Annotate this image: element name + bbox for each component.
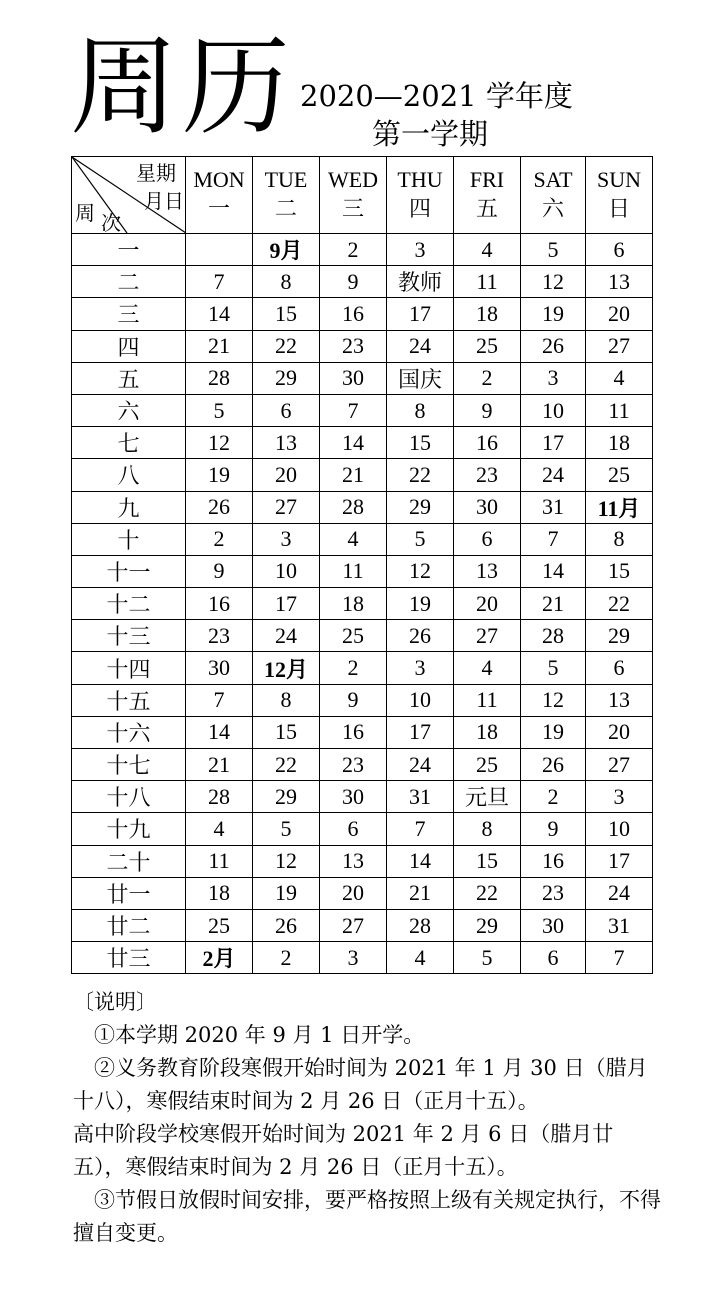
date-cell: 2 bbox=[253, 942, 320, 974]
date-cell: 7 bbox=[186, 684, 253, 716]
date-cell: 21 bbox=[387, 877, 454, 909]
date-cell: 18 bbox=[454, 298, 521, 330]
date-cell: 19 bbox=[186, 459, 253, 491]
notes-section bbox=[73, 986, 663, 1250]
week-row bbox=[72, 588, 653, 620]
date-cell: 6 bbox=[253, 394, 320, 426]
week-row bbox=[72, 652, 653, 684]
date-cell: 26 bbox=[253, 909, 320, 941]
date-cell: 21 bbox=[186, 749, 253, 781]
note-item-1: ①本学期 2020 年 9 月 1 日开学。 bbox=[94, 1023, 425, 1047]
week-row bbox=[72, 813, 653, 845]
date-cell: 30 bbox=[320, 362, 387, 394]
week-row bbox=[72, 523, 653, 555]
date-cell: 15 bbox=[586, 555, 653, 587]
date-cell: 10 bbox=[387, 684, 454, 716]
date-cell: 11 bbox=[320, 555, 387, 587]
date-cell: 27 bbox=[586, 330, 653, 362]
week-row bbox=[72, 684, 653, 716]
date-cell: 6 bbox=[454, 523, 521, 555]
date-cell: 29 bbox=[387, 491, 454, 523]
week-number-cell: 九 bbox=[72, 491, 186, 523]
week-row bbox=[72, 942, 653, 974]
date-cell: 4 bbox=[454, 234, 521, 266]
date-cell: 12月 bbox=[253, 652, 320, 684]
date-cell: 27 bbox=[253, 491, 320, 523]
date-cell: 8 bbox=[454, 813, 521, 845]
week-row bbox=[72, 877, 653, 909]
date-cell: 13 bbox=[586, 266, 653, 298]
date-cell: 29 bbox=[586, 620, 653, 652]
day-header-thu: THU 四 bbox=[387, 157, 454, 234]
date-cell: 28 bbox=[387, 909, 454, 941]
date-cell: 26 bbox=[521, 330, 586, 362]
date-cell: 25 bbox=[186, 909, 253, 941]
date-cell: 8 bbox=[253, 266, 320, 298]
date-cell: 9 bbox=[454, 394, 521, 426]
date-cell: 20 bbox=[320, 877, 387, 909]
date-cell: 14 bbox=[320, 427, 387, 459]
date-cell: 6 bbox=[586, 652, 653, 684]
week-number-cell: 七 bbox=[72, 427, 186, 459]
date-cell: 20 bbox=[454, 588, 521, 620]
date-cell: 16 bbox=[454, 427, 521, 459]
week-number-cell: 十四 bbox=[72, 652, 186, 684]
date-cell: 2 bbox=[320, 234, 387, 266]
date-cell: 3 bbox=[521, 362, 586, 394]
date-cell bbox=[186, 234, 253, 266]
date-cell: 23 bbox=[521, 877, 586, 909]
date-cell: 13 bbox=[454, 555, 521, 587]
term-title: 第一学期 bbox=[372, 117, 489, 151]
date-cell: 31 bbox=[586, 909, 653, 941]
date-cell: 28 bbox=[186, 781, 253, 813]
week-row bbox=[72, 427, 653, 459]
date-cell: 20 bbox=[586, 716, 653, 748]
date-cell: 30 bbox=[186, 652, 253, 684]
date-cell: 13 bbox=[320, 845, 387, 877]
week-row bbox=[72, 555, 653, 587]
day-header-fri: FRI 五 bbox=[454, 157, 521, 234]
corner-label-weekday: 星期 bbox=[136, 161, 176, 185]
date-cell: 8 bbox=[387, 394, 454, 426]
note-item-3: ③节假日放假时间安排，要严格按照上级有关规定执行，不得擅自变更。 bbox=[73, 1188, 661, 1245]
corner-label-index: 次 bbox=[101, 211, 121, 234]
date-cell: 2 bbox=[454, 362, 521, 394]
date-cell: 4 bbox=[586, 362, 653, 394]
date-cell: 15 bbox=[253, 298, 320, 330]
calendar-body bbox=[72, 234, 653, 974]
date-cell: 16 bbox=[320, 716, 387, 748]
date-cell: 10 bbox=[586, 813, 653, 845]
week-number-cell: 五 bbox=[72, 362, 186, 394]
date-cell: 23 bbox=[320, 749, 387, 781]
date-cell: 20 bbox=[253, 459, 320, 491]
date-cell: 10 bbox=[253, 555, 320, 587]
date-cell: 3 bbox=[387, 652, 454, 684]
week-row bbox=[72, 266, 653, 298]
date-cell: 9 bbox=[320, 684, 387, 716]
date-cell: 8 bbox=[586, 523, 653, 555]
date-cell: 24 bbox=[253, 620, 320, 652]
date-cell: 28 bbox=[186, 362, 253, 394]
note-item-2a: ②义务教育阶段寒假开始时间为 2021 年 1 月 30 日（腊月十八），寒假结束时间为 2 月 26 日（正月十五）。 bbox=[73, 1056, 648, 1113]
week-number-cell: 廿二 bbox=[72, 909, 186, 941]
date-cell: 4 bbox=[186, 813, 253, 845]
date-cell: 29 bbox=[253, 781, 320, 813]
date-cell: 17 bbox=[387, 298, 454, 330]
day-header-tue: TUE 二 bbox=[253, 157, 320, 234]
week-number-cell: 十二 bbox=[72, 588, 186, 620]
date-cell: 22 bbox=[387, 459, 454, 491]
date-cell: 23 bbox=[454, 459, 521, 491]
week-number-cell: 二十 bbox=[72, 845, 186, 877]
date-cell: 18 bbox=[186, 877, 253, 909]
week-number-cell: 十七 bbox=[72, 749, 186, 781]
header-row bbox=[72, 157, 653, 234]
week-number-cell: 二 bbox=[72, 266, 186, 298]
date-cell: 18 bbox=[586, 427, 653, 459]
date-cell: 7 bbox=[521, 523, 586, 555]
week-number-cell: 廿三 bbox=[72, 942, 186, 974]
week-number-cell: 十九 bbox=[72, 813, 186, 845]
notes-heading: 〔说明〕 bbox=[73, 990, 157, 1014]
day-header-mon: MON 一 bbox=[186, 157, 253, 234]
date-cell: 5 bbox=[521, 234, 586, 266]
corner-label-monthday: 月日 bbox=[144, 189, 184, 213]
date-cell: 25 bbox=[320, 620, 387, 652]
week-number-cell: 一 bbox=[72, 234, 186, 266]
date-cell: 10 bbox=[521, 394, 586, 426]
week-number-cell: 三 bbox=[72, 298, 186, 330]
date-cell: 16 bbox=[320, 298, 387, 330]
date-cell: 5 bbox=[253, 813, 320, 845]
date-cell: 24 bbox=[586, 877, 653, 909]
week-row bbox=[72, 394, 653, 426]
date-cell: 5 bbox=[521, 652, 586, 684]
date-cell: 18 bbox=[454, 716, 521, 748]
date-cell: 2 bbox=[320, 652, 387, 684]
date-cell: 4 bbox=[387, 942, 454, 974]
date-cell: 30 bbox=[521, 909, 586, 941]
date-cell: 21 bbox=[521, 588, 586, 620]
date-cell: 12 bbox=[253, 845, 320, 877]
week-number-cell: 十三 bbox=[72, 620, 186, 652]
date-cell: 13 bbox=[253, 427, 320, 459]
date-cell: 27 bbox=[586, 749, 653, 781]
date-cell: 16 bbox=[186, 588, 253, 620]
date-cell: 15 bbox=[253, 716, 320, 748]
week-calendar-table bbox=[71, 156, 653, 974]
date-cell: 19 bbox=[521, 716, 586, 748]
week-row bbox=[72, 330, 653, 362]
date-cell: 5 bbox=[454, 942, 521, 974]
date-cell: 21 bbox=[320, 459, 387, 491]
week-row bbox=[72, 298, 653, 330]
date-cell: 27 bbox=[454, 620, 521, 652]
date-cell: 6 bbox=[521, 942, 586, 974]
date-cell: 3 bbox=[586, 781, 653, 813]
date-cell: 14 bbox=[521, 555, 586, 587]
date-cell: 15 bbox=[387, 427, 454, 459]
date-cell: 9月 bbox=[253, 234, 320, 266]
date-cell: 26 bbox=[387, 620, 454, 652]
page-title: 周历 bbox=[70, 25, 295, 150]
week-number-cell: 十六 bbox=[72, 716, 186, 748]
day-header-sun: SUN 日 bbox=[586, 157, 653, 234]
date-cell: 国庆 bbox=[387, 362, 454, 394]
date-cell: 16 bbox=[521, 845, 586, 877]
date-cell: 5 bbox=[186, 394, 253, 426]
date-cell: 29 bbox=[454, 909, 521, 941]
date-cell: 23 bbox=[186, 620, 253, 652]
day-header-wed: WED 三 bbox=[320, 157, 387, 234]
week-row bbox=[72, 234, 653, 266]
week-number-cell: 十 bbox=[72, 523, 186, 555]
date-cell: 2 bbox=[521, 781, 586, 813]
week-row bbox=[72, 491, 653, 523]
date-cell: 7 bbox=[586, 942, 653, 974]
date-cell: 20 bbox=[586, 298, 653, 330]
date-cell: 25 bbox=[454, 330, 521, 362]
week-number-cell: 十五 bbox=[72, 684, 186, 716]
corner-label-week: 周 bbox=[75, 201, 95, 225]
date-cell: 3 bbox=[320, 942, 387, 974]
date-cell: 12 bbox=[387, 555, 454, 587]
date-cell: 21 bbox=[186, 330, 253, 362]
week-row bbox=[72, 459, 653, 491]
date-cell: 6 bbox=[586, 234, 653, 266]
note-item-2b: 高中阶段学校寒假开始时间为 2021 年 2 月 6 日（腊月廿五），寒假结束时间为 2 月 26 日（正月十五）。 bbox=[73, 1122, 614, 1179]
date-cell: 17 bbox=[387, 716, 454, 748]
date-cell: 17 bbox=[586, 845, 653, 877]
date-cell: 7 bbox=[186, 266, 253, 298]
date-cell: 24 bbox=[387, 749, 454, 781]
week-row bbox=[72, 845, 653, 877]
date-cell: 28 bbox=[320, 491, 387, 523]
date-cell: 9 bbox=[320, 266, 387, 298]
week-row bbox=[72, 909, 653, 941]
date-cell: 30 bbox=[454, 491, 521, 523]
date-cell: 7 bbox=[387, 813, 454, 845]
date-cell: 19 bbox=[521, 298, 586, 330]
date-cell: 19 bbox=[387, 588, 454, 620]
date-cell: 12 bbox=[186, 427, 253, 459]
date-cell: 31 bbox=[521, 491, 586, 523]
date-cell: 7 bbox=[320, 394, 387, 426]
school-year-title: 2020—2021 学年度 bbox=[300, 79, 573, 113]
date-cell: 22 bbox=[454, 877, 521, 909]
date-cell: 22 bbox=[253, 749, 320, 781]
date-cell: 22 bbox=[253, 330, 320, 362]
date-cell: 15 bbox=[454, 845, 521, 877]
date-cell: 14 bbox=[186, 298, 253, 330]
date-cell: 教师 bbox=[387, 266, 454, 298]
date-cell: 2月 bbox=[186, 942, 253, 974]
week-number-cell: 十一 bbox=[72, 555, 186, 587]
date-cell: 4 bbox=[454, 652, 521, 684]
date-cell: 17 bbox=[253, 588, 320, 620]
date-cell: 14 bbox=[387, 845, 454, 877]
date-cell: 元旦 bbox=[454, 781, 521, 813]
date-cell: 11 bbox=[186, 845, 253, 877]
date-cell: 19 bbox=[253, 877, 320, 909]
week-number-cell: 六 bbox=[72, 394, 186, 426]
corner-header bbox=[72, 157, 186, 234]
date-cell: 8 bbox=[253, 684, 320, 716]
week-row bbox=[72, 362, 653, 394]
date-cell: 13 bbox=[586, 684, 653, 716]
date-cell: 11 bbox=[454, 266, 521, 298]
date-cell: 11 bbox=[454, 684, 521, 716]
week-row bbox=[72, 781, 653, 813]
date-cell: 30 bbox=[320, 781, 387, 813]
date-cell: 18 bbox=[320, 588, 387, 620]
date-cell: 3 bbox=[387, 234, 454, 266]
date-cell: 11 bbox=[586, 394, 653, 426]
date-cell: 14 bbox=[186, 716, 253, 748]
date-cell: 3 bbox=[253, 523, 320, 555]
week-row bbox=[72, 620, 653, 652]
date-cell: 4 bbox=[320, 523, 387, 555]
week-row bbox=[72, 716, 653, 748]
date-cell: 9 bbox=[521, 813, 586, 845]
date-cell: 26 bbox=[521, 749, 586, 781]
week-number-cell: 十八 bbox=[72, 781, 186, 813]
date-cell: 31 bbox=[387, 781, 454, 813]
date-cell: 25 bbox=[586, 459, 653, 491]
date-cell: 2 bbox=[186, 523, 253, 555]
week-row bbox=[72, 749, 653, 781]
date-cell: 12 bbox=[521, 684, 586, 716]
date-cell: 25 bbox=[454, 749, 521, 781]
date-cell: 27 bbox=[320, 909, 387, 941]
date-cell: 12 bbox=[521, 266, 586, 298]
week-number-cell: 四 bbox=[72, 330, 186, 362]
date-cell: 5 bbox=[387, 523, 454, 555]
date-cell: 9 bbox=[186, 555, 253, 587]
date-cell: 29 bbox=[253, 362, 320, 394]
date-cell: 24 bbox=[387, 330, 454, 362]
date-cell: 22 bbox=[586, 588, 653, 620]
date-cell: 17 bbox=[521, 427, 586, 459]
date-cell: 28 bbox=[521, 620, 586, 652]
week-number-cell: 八 bbox=[72, 459, 186, 491]
date-cell: 11月 bbox=[586, 491, 653, 523]
date-cell: 26 bbox=[186, 491, 253, 523]
date-cell: 6 bbox=[320, 813, 387, 845]
week-number-cell: 廿一 bbox=[72, 877, 186, 909]
date-cell: 23 bbox=[320, 330, 387, 362]
date-cell: 24 bbox=[521, 459, 586, 491]
day-header-sat: SAT 六 bbox=[521, 157, 586, 234]
